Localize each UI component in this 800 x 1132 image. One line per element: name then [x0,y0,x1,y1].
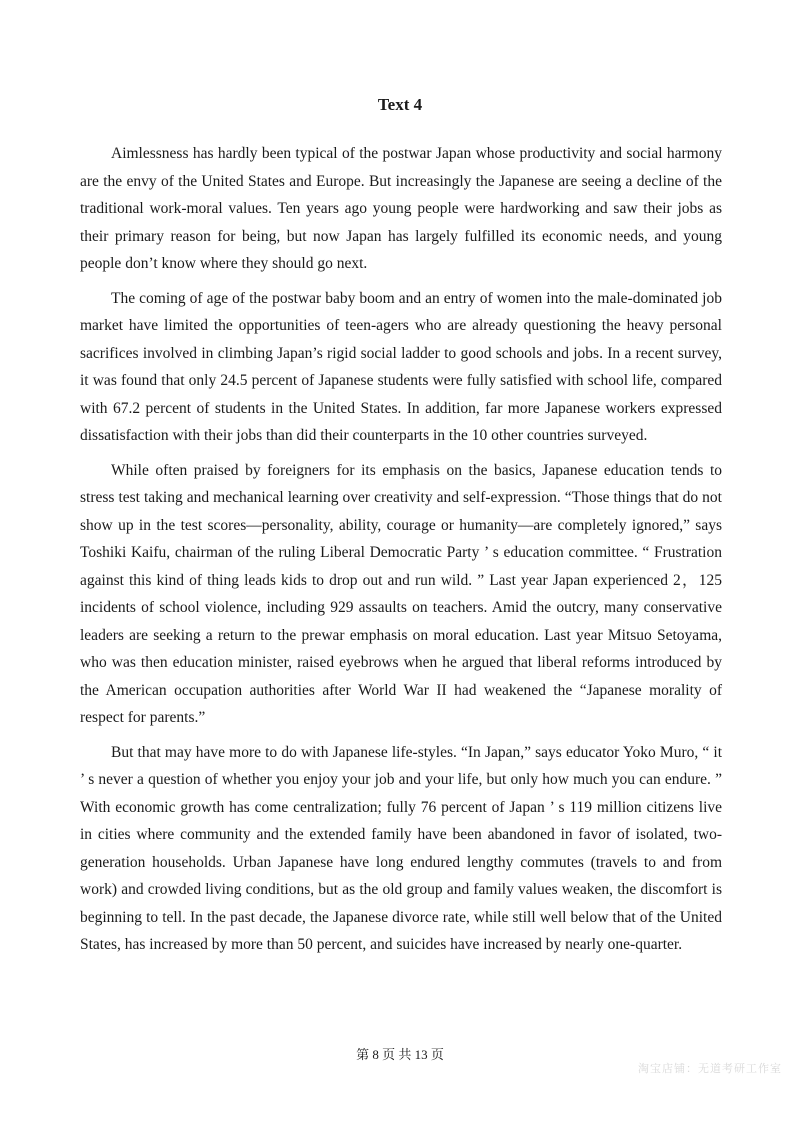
paragraph-3: While often praised by foreigners for its emphasis on the basics, Japanese education tends to stress test taking and mechanical learning over creativity and self-expression. “Those things that do not show up in the test scores—personality, ability, courage or humanity—are completely ignored,” says Toshiki Kaifu, chairman of the ruling Liberal Democratic Party ’ s education committee. “ Frustration against this kind of thing leads kids to drop out and run wild. ” Last year Japan experienced 2，125 incidents of school violence, including 929 assaults on teachers. Amid the outcry, many conservative leaders are seeking a return to the prewar emphasis on moral education. Last year Mitsuo Setoyama, who was then education minister, raised eyebrows when he argued that liberal reforms introduced by the American occupation authorities after World War II had weakened the “Japanese morality of respect for parents.” [80,461,722,726]
paragraph-2: The coming of age of the postwar baby boom and an entry of women into the male-dominated job market have limited the opportunities of teen-agers who are already questioning the heavy personal sacrifices involved in climbing Japan’s rigid social ladder to good schools and jobs. In a recent survey, it was found that only 24.5 percent of Japanese students were fully satisfied with school life, compared with 67.2 percent of students in the United States. In addition, far more Japanese workers expressed dissatisfaction with their jobs than did their counterparts in the 10 other countries surveyed. [80,289,722,444]
paragraph-1: Aimlessness has hardly been typical of the postwar Japan whose productivity and social harmony are the envy of the United States and Europe. But increasingly the Japanese are seeing a decline of the traditional work-moral values. Ten years ago young people were hardworking and saw their jobs as their primary reason for being, but now Japan has largely fulfilled its economic needs, and young people don’t know where they should go next. [80,145,722,272]
section-title: Text 4 [377,95,423,114]
watermark: 淘宝店铺：无道考研工作室 [638,1062,782,1075]
page-footer: 第 8 页 共 13 页 [356,1047,444,1062]
paragraph-4: But that may have more to do with Japanese life-styles. “In Japan,” says educator Yoko Muro, “ it ’ s never a question of whether you enjoy your job and your life, but only how much you can endure. ” With economic growth has come centralization; fully 76 percent of Japan ’ s 119 million citizens live in cities where community and the extended family have been abandoned in favor of isolated, two-generation households. Urban Japanese have long endured lengthy commutes (travels to and from work) and crowded living conditions, but as the old group and family values weaken, the discomfort is beginning to tell. In the past decade, the Japanese divorce rate, while still well below that of the United States, has increased by more than 50 percent, and suicides have increased by nearly one-quarter. [80,743,722,953]
article-body [80,140,722,966]
